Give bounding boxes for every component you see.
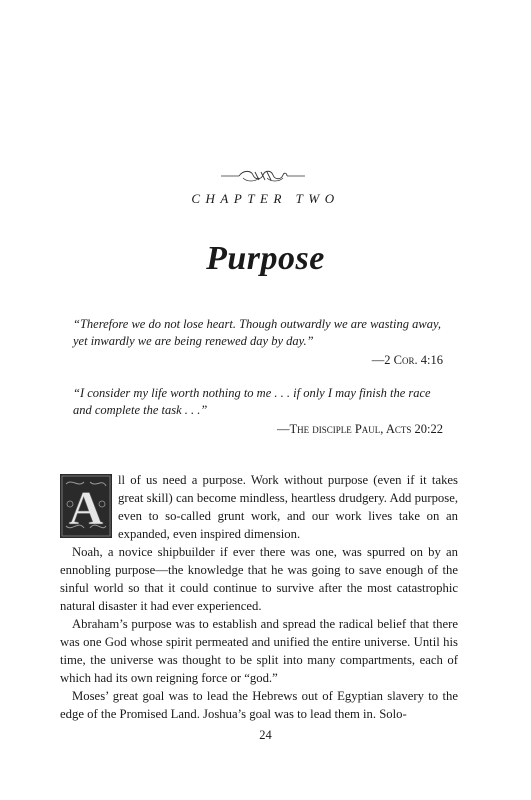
- epigraph-source-name: The disciple Paul, Acts: [289, 422, 412, 436]
- epigraph: [73, 385, 443, 438]
- epigraph-source: [73, 352, 443, 369]
- epigraph-quote: “I consider my life worth nothing to me . . . if only I may finish the race and complete the task . . .”: [73, 386, 431, 417]
- chapter-title: Purpose: [206, 240, 325, 277]
- first-paragraph: ll of us need a purpose. Work without purpose (even if it takes great skill) can become mindless, heartless drudgery. Add purpose, even to so-called grunt work, and our work lives take on an expanded, even inspired dimension.: [118, 473, 458, 541]
- page-number: 24: [259, 728, 272, 742]
- epigraph-source-prefix: —2: [371, 353, 394, 367]
- epigraph-source-ref: 20:22: [411, 422, 443, 436]
- epigraph-source-name: Cor.: [393, 353, 418, 367]
- scroll-ornament-icon: [221, 166, 305, 186]
- epigraph-quote: “Therefore we do not lose heart. Though outwardly we are wasting away, yet inwardly we are being renewed day by day.”: [73, 317, 441, 348]
- epigraph-source-prefix: —: [276, 422, 290, 436]
- dropcap-letter: A: [68, 482, 104, 535]
- epigraph: [73, 316, 443, 369]
- epigraph-source-ref: 4:16: [417, 353, 443, 367]
- epigraph-source: [73, 421, 443, 438]
- paragraph: Noah, a novice shipbuilder if ever there was one, was spurred on by an ennobling purpose—the knowledge that he was going to save enough of the sinful world so that it could continue to survive after the most catastrophic natural disaster it had ever experienced.: [60, 545, 458, 613]
- paragraph: Abraham’s purpose was to establish and spread the radical belief that there was one God whose spirit permeated and unified the entire universe. Until his time, the universe was thought to be split into many compartments, each of which had its own reigning force or “god.”: [60, 617, 458, 685]
- chapter-label: CHAPTER TWO: [191, 191, 340, 206]
- body-text: [60, 471, 458, 723]
- paragraph: Moses’ great goal was to lead the Hebrews out of Egyptian slavery to the edge of the Promised Land. Joshua’s goal was to lead them in. Solo-: [60, 689, 458, 721]
